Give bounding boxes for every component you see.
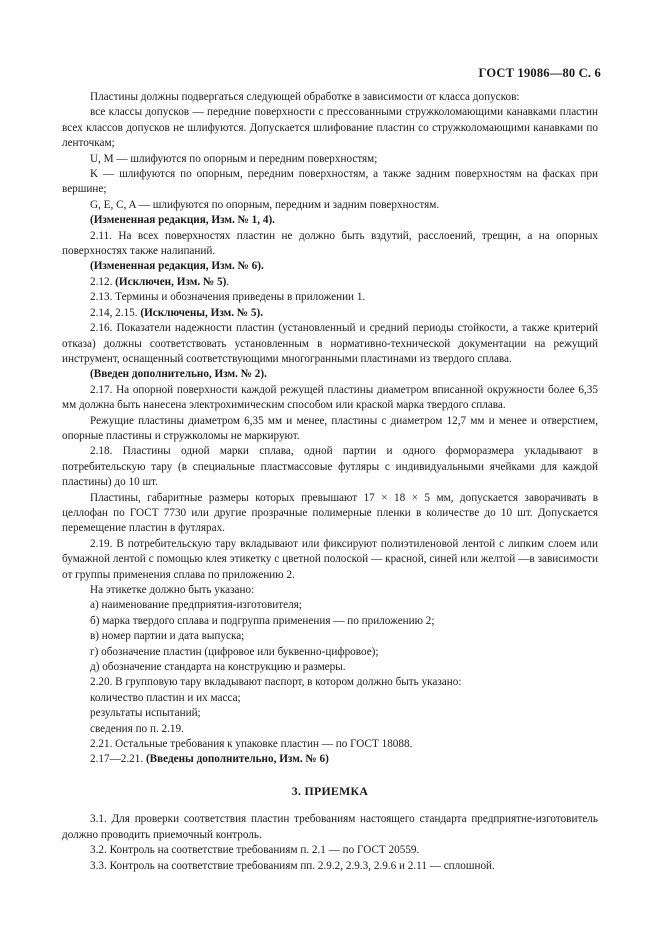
text-run: Пластины должны подвергаться следующей обработке в зависимости от класса допусков: bbox=[90, 91, 520, 103]
bold-text: (Исключен, Изм. № 5) bbox=[115, 275, 227, 288]
text-run: 2.14, 2.15. bbox=[90, 306, 141, 319]
text-run: 2.12. bbox=[90, 275, 116, 288]
paragraph bbox=[62, 213, 598, 228]
paragraph bbox=[62, 275, 598, 290]
paragraph bbox=[62, 722, 598, 737]
paragraph bbox=[62, 152, 598, 167]
text-run: На этикетке должно быть указано: bbox=[90, 584, 255, 596]
text-run: все классы допусков — передние поверхности с прессованными стружколомающими канавками пластин всех классов допусков не шлифуются. Допускается шлифование пластин со стружколомающими канавками по ленточкам; bbox=[62, 106, 598, 150]
paragraph bbox=[62, 167, 598, 198]
paragraph bbox=[62, 321, 598, 367]
paragraph bbox=[62, 90, 598, 105]
page-header: ГОСТ 19086—80 С. 6 bbox=[478, 66, 601, 80]
paragraph bbox=[62, 259, 598, 274]
paragraph bbox=[62, 614, 598, 629]
paragraph bbox=[62, 306, 598, 321]
paragraph bbox=[62, 198, 598, 213]
text-run: 3. ПРИЕМКА bbox=[291, 783, 369, 798]
paragraph bbox=[62, 843, 598, 858]
bold-text: (Введен дополнительно, Изм. № 2). bbox=[90, 368, 267, 381]
text-run: K — шлифуются по опорным, передним поверхностям, а также задним поверхностям на фасках при вершине; bbox=[62, 168, 598, 196]
text-run: Режущие пластины диаметром 6,35 мм и менее, пластины с диаметром 12,7 мм и менее и отверстием, опорные пластины и стружколомы не маркируют. bbox=[62, 414, 598, 442]
text-run: 2.21. Остальные требования к упаковке пластин — по ГОСТ 18088. bbox=[90, 738, 413, 751]
paragraph bbox=[62, 444, 598, 490]
paragraph bbox=[62, 290, 598, 305]
bold-text: (Измененная редакция, Изм. № 1, 4). bbox=[90, 214, 275, 227]
paragraph bbox=[62, 367, 598, 382]
bold-text: (Измененная редакция, Изм. № 6). bbox=[90, 260, 264, 273]
text-run: в) номер партии и дата выпуска; bbox=[90, 630, 245, 643]
text-run: сведения по п. 2.19. bbox=[90, 722, 184, 735]
text-run: G, E, C, A — шлифуются по опорным, передним и задним поверхностям. bbox=[90, 198, 440, 211]
paragraph bbox=[62, 752, 598, 767]
text-run: 2.13. Термины и обозначения приведены в приложении 1. bbox=[90, 291, 366, 304]
text-run: 2.19. В потребительскую тару вкладывают или фиксируют полиэтиленовой лентой с липким слоем или бумажной лентой с помощью клея этикетку с цветной полоской — красной, синей или желтой —в зависимости от группы применения сплава по приложению 2. bbox=[62, 537, 598, 581]
text-run: 3.2. Контроль на соответствие требованиям п. 2.1 — по ГОСТ 20559. bbox=[90, 844, 420, 857]
paragraph bbox=[62, 629, 598, 644]
paragraph bbox=[62, 660, 598, 675]
paragraph bbox=[62, 414, 598, 445]
bold-text: (Введены дополнительно, Изм. № 6) bbox=[145, 753, 329, 766]
paragraph bbox=[62, 706, 598, 721]
paragraph bbox=[62, 675, 598, 690]
text-run: U, M — шлифуются по опорным и передним поверхностям; bbox=[90, 152, 378, 165]
text-run: 2.20. В групповую тару вкладывают паспорт, в котором должно быть указано: bbox=[90, 676, 462, 689]
paragraph bbox=[62, 105, 598, 151]
text-run: д) обозначение стандарта на конструкцию и размеры. bbox=[90, 661, 346, 674]
text-run: 2.16. Показатели надежности пластин (установленный и средний периоды стойкости, а также критерий отказа) должны соответствовать установленным в нормативно-технической документации на режущий инструмент, оснащенный соответствующими многогранными пластинами из твердого сплава. bbox=[62, 322, 598, 365]
paragraph bbox=[62, 229, 598, 260]
paragraph bbox=[62, 491, 598, 537]
text-run: Пластины, габаритные размеры которых превышают 17 × 18 × 5 мм, допускается заворачивать в целлофан по ГОСТ 7730 или другие прозрачные полимерные пленки в количестве до 10 шт. Допускается перемещение пластин в футлярах. bbox=[62, 491, 598, 535]
paragraph bbox=[62, 737, 598, 752]
paragraph bbox=[62, 598, 598, 613]
text-run: 2.17. На опорной поверхности каждой режущей пластины диаметром вписанной окружности более 6,35 мм должна быть нанесена электрохимическим способом или краской марка твердого сплава. bbox=[62, 383, 598, 412]
bold-text: (Исключены, Изм. № 5). bbox=[140, 306, 264, 319]
paragraph bbox=[62, 583, 598, 598]
paragraph bbox=[62, 691, 598, 706]
paragraph bbox=[62, 383, 598, 414]
text-run: количество пластин и их масса; bbox=[90, 691, 241, 704]
text-run: 2.17—2.21. bbox=[90, 753, 146, 766]
text-run: б) марка твердого сплава и подгруппа применения — по приложению 2; bbox=[90, 614, 435, 627]
text-run: а) наименование предприятия-изготовителя; bbox=[90, 599, 302, 612]
text-run: 2.18. Пластины одной марки сплава, одной партии и одного форморазмера укладывают в потребительскую тару (в специальные пластмассовые футляры с индивидуальными ячейками для каждой пластины) до 10 шт. bbox=[62, 445, 598, 489]
paragraph bbox=[62, 537, 598, 583]
paragraph bbox=[62, 859, 598, 874]
text-run: . bbox=[226, 275, 230, 288]
text-run: результаты испытаний; bbox=[90, 707, 201, 720]
text-run: 3.3. Контроль на соответствие требованиям пп. 2.9.2, 2.9.3, 2.9.6 и 2.11 — сплошной. bbox=[90, 859, 495, 872]
section-heading bbox=[62, 784, 598, 799]
text-run: 3.1. Для проверки соответствия пластин требованиям настоящего стандарта предприятие-изготовитель должно проводить приемочный контроль. bbox=[62, 813, 598, 841]
text-run: г) обозначение пластин (цифровое или буквенно-цифровое); bbox=[90, 645, 379, 658]
paragraph bbox=[62, 645, 598, 660]
text-run: 2.11. На всех поверхностях пластин не должно быть вздутий, расслоений, трещин, а на опорных поверхностях также налипаний. bbox=[62, 229, 598, 258]
document-body bbox=[62, 90, 598, 874]
paragraph bbox=[62, 812, 598, 843]
